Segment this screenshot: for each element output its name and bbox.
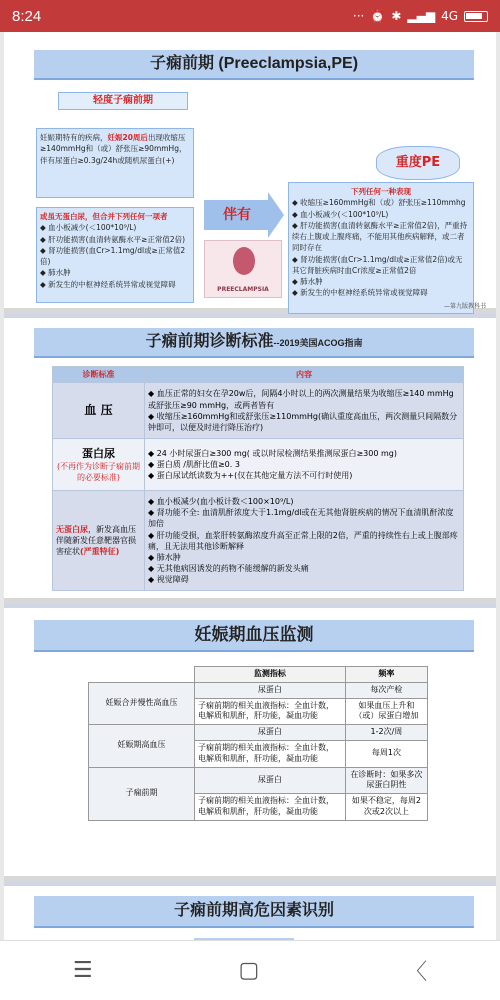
severe-pe-cloud: 重度PE: [376, 146, 460, 180]
or-item: ◆ 肝功能损害(血清转氨酶水平≥正常值2倍): [40, 234, 186, 244]
arrow-head-icon: [268, 192, 284, 238]
severe-title: 下列任何一种表现: [351, 187, 411, 196]
slide-bp-monitoring: [4, 604, 496, 882]
index-cell: 子痫前期的相关血液指标：全血计数，电解质和肌酐，肝功能，凝血功能: [195, 794, 346, 821]
slide2-title: 子痫前期诊断标准--2019美国ACOG指南: [34, 328, 474, 358]
dots-icon: ···: [352, 9, 365, 23]
pregnant-figure-icon: [233, 247, 255, 275]
index-cell: 子痫前期的相关血液指标：全血计数，电解质和肌酐，肝功能，凝血功能: [195, 740, 346, 767]
slide1-title: 子痫前期 (Preeclampsia,PE): [34, 50, 474, 80]
signal-icon: ▂▄▆: [407, 9, 436, 23]
freq-cell: 在诊断时：如果多次尿蛋白阴性: [345, 767, 427, 794]
android-nav-bar: [0, 940, 500, 1000]
severe-item: ◆ 肺水肿: [292, 277, 323, 286]
freq-cell: 每周1次: [345, 740, 427, 767]
back-icon[interactable]: 〈: [405, 960, 428, 985]
row-bp-label: 血 压: [53, 383, 145, 439]
or-conditions-title: 或虽无蛋白尿，但合并下列任何一项者: [40, 212, 168, 221]
col-header-content: 内容: [145, 367, 464, 383]
menu-icon[interactable]: ☰: [72, 958, 93, 983]
empty-header-cell: [89, 667, 195, 683]
severe-item: ◆ 肾功能损害(血Cr>1.1mg/dl或≥正常值2倍)或无其它肾脏疾病时血Cr浓度≥正常值2倍: [292, 254, 463, 275]
pregnancy-image: [204, 240, 282, 298]
document-viewer[interactable]: [0, 32, 500, 940]
with-arrow: 伴有: [204, 200, 270, 230]
severe-item: ◆ 肝功能损害(血清转氨酶水平≥正常值2倍)，严重持续右上腹或上腹疼痛，不能用其他疾病解释，或二者同时存在: [292, 220, 468, 253]
image-caption: PREECLAMPSIA: [217, 286, 269, 293]
slide3-title: 妊娠期血压监测: [34, 620, 474, 652]
slide-diagnostic-criteria: [4, 314, 496, 604]
index-cell: 子痫前期的相关血液指标：全血计数，电解质和肌酐，肝功能，凝血功能: [195, 698, 346, 725]
network-label: 4G: [441, 9, 458, 23]
freq-cell: 如果不稳定，每周2次或2次以上: [345, 794, 427, 821]
bluetooth-icon: ✱: [391, 9, 402, 23]
severe-conditions-box: [288, 182, 474, 314]
col-header-frequency: 频率: [345, 667, 427, 683]
severe-item: ◆ 血小板减少(＜100*10⁹/L): [292, 209, 389, 219]
col-header-index: 监测指标: [195, 667, 346, 683]
group-preeclampsia: 子痫前期: [89, 767, 195, 820]
alarm-icon: ⏰: [370, 9, 386, 23]
criteria-table: [52, 366, 464, 591]
mild-pe-definition: 妊娠期特有的疾病，妊娠20周后出现收缩压≥140mmHg和（或）舒张压≥90mmHg，伴有尿蛋白≥0.3g/24h或随机尿蛋白(+): [36, 128, 194, 198]
severe-item: ◆ 新发生的中枢神经系统异常或视觉障碍: [292, 288, 428, 298]
row-proteinuria-label: 蛋白尿 (不再作为诊断子痫前期的必要标准): [53, 439, 145, 491]
slide4-title: 子痫前期高危因素识别: [34, 896, 474, 928]
index-cell: 尿蛋白: [195, 767, 346, 794]
group-gestational-htn: 妊娠期高血压: [89, 725, 195, 767]
monitoring-table: [88, 666, 428, 821]
row-bp-content: ◆ 血压正常的妇女在孕20w后，间隔4小时以上的两次测量结果为收缩压≥140 mmHg或舒张压≥90 mmHg，或两者皆有 ◆ 收缩压≥160mmHg和或舒张压≥110mmHg(确认重度高血压，两次测量只间隔数分钟即可，以便及时进行降压治疗): [145, 383, 464, 439]
source-label: —第九版教科书: [443, 303, 486, 310]
index-cell: 尿蛋白: [195, 682, 346, 698]
row-proteinuria-content: ◆ 24 小时尿蛋白≥300 mg( 或以时尿检测结果推测尿蛋白≥300 mg) ◆ 蛋白质 /肌酐比值≥0. 3 ◆ 蛋白尿试纸读数为++(仅在其他定量方法不可行时使用): [145, 439, 464, 491]
col-header-standard: 诊断标准: [53, 367, 145, 383]
battery-icon: [464, 11, 488, 22]
mild-pe-label: 轻度子痫前期: [58, 92, 188, 110]
severe-item: ◆ 收缩压≥160mmHg和（或）舒张压≥110mmhg: [292, 198, 466, 208]
or-item: ◆ 血小板减少(＜100*10⁹/L): [40, 223, 137, 233]
row-no-proteinuria-content: ◆ 血小板减少(血小板计数＜100×10⁹/L) ◆ 肾功能不全: 血清肌酐浓度大于1.1mg/dl或在无其他肾脏疾病的情况下血清肌酐浓度加倍 ◆ 肝功能受损，血浆肝转氨酶浓度升高至正常上限的2倍，严重的持续性右上或上腹部疼痛，且无法用其他诊断解释 ◆ 肺水肿 ◆ 无其他病因诱发的药物不能缓解的新发头痛 ◆ 视觉障碍: [145, 491, 464, 591]
slide-preeclampsia-definition: [4, 32, 496, 314]
status-icons: [353, 9, 488, 23]
or-item: ◆ 新发生的中枢神经系统异常或视觉障碍: [40, 279, 176, 289]
freq-cell: 1-2次/周: [345, 725, 427, 741]
freq-cell: 如果血压上升和（或）尿蛋白增加: [345, 698, 427, 725]
home-icon[interactable]: ▢: [238, 958, 260, 983]
freq-cell: 每次产检: [345, 682, 427, 698]
status-bar: [0, 0, 500, 32]
status-time: 8:24: [12, 7, 42, 25]
index-cell: 尿蛋白: [195, 725, 346, 741]
group-chronic-htn: 妊娠合并慢性高血压: [89, 682, 195, 724]
row-no-proteinuria-label: 无蛋白尿，新发高血压伴随新发任意靶器官损害症状(严重特征): [53, 491, 145, 591]
or-conditions-box: [36, 207, 194, 303]
or-item: ◆ 肺水肿: [40, 268, 71, 278]
or-item: ◆ 肾功能损害(血Cr>1.1mg/dl或≥正常值2倍): [40, 245, 186, 266]
